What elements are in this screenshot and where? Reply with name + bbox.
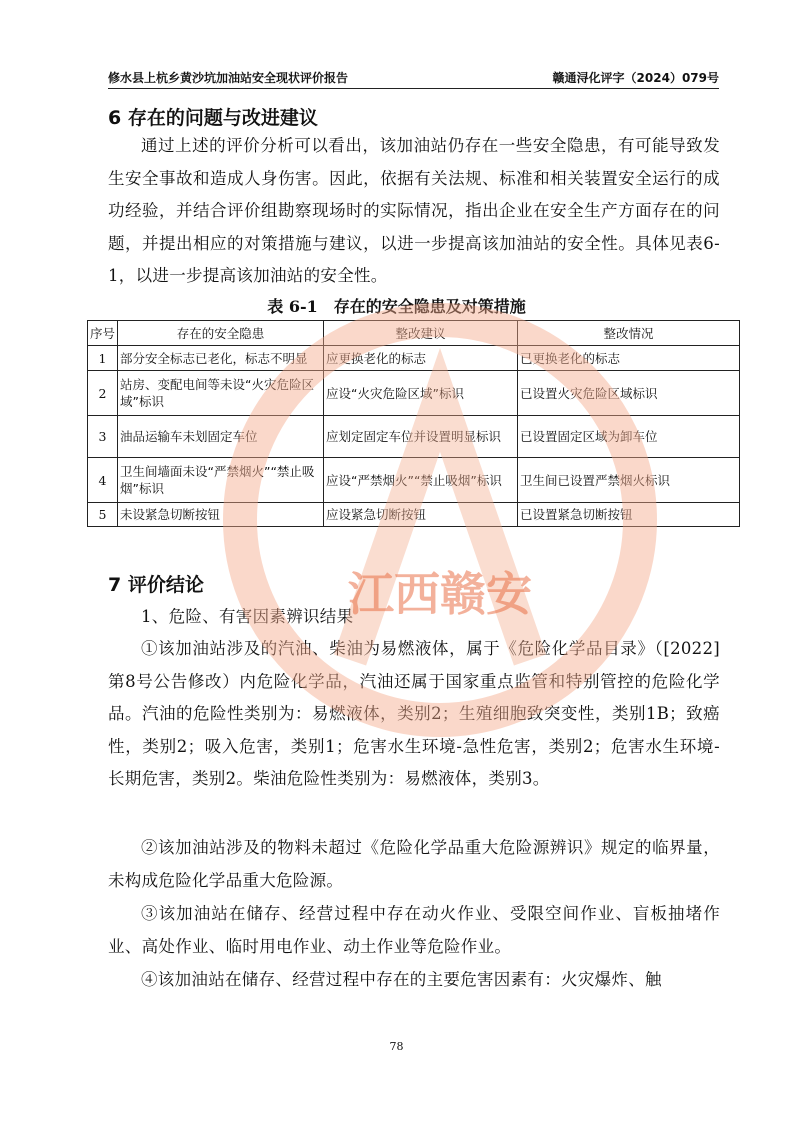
row-no: 4 bbox=[88, 458, 118, 503]
row-status: 卫生间已设置严禁烟火标识 bbox=[518, 458, 740, 503]
row-suggestion: 应设“严禁烟火”“禁止吸烟”标识 bbox=[324, 458, 518, 503]
section-7-subheading: 1、危险、有害因素辨识结果 bbox=[141, 607, 354, 626]
header-report-number: 赣通浔化评字（2024）079号 bbox=[552, 71, 719, 85]
row-status: 已设置火灾危险区域标识 bbox=[518, 371, 740, 416]
watermark-text: 江西赣安 bbox=[348, 567, 532, 621]
row-no: 2 bbox=[88, 371, 118, 416]
table-row bbox=[88, 416, 740, 458]
section-7-paragraph-2: ②该加油站涉及的物料未超过《危险化学品重大危险源辨识》规定的临界量，未构成危险化学品重大危险源。 bbox=[108, 838, 720, 890]
row-status: 已设置固定区域为卸车位 bbox=[518, 416, 740, 458]
section-7-paragraph-4: ④该加油站在储存、经营过程中存在的主要危害因素有：火灾爆炸、触 bbox=[141, 970, 662, 989]
row-no: 3 bbox=[88, 416, 118, 458]
row-suggestion: 应设紧急切断按钮 bbox=[324, 503, 518, 527]
table-caption: 表 6-1 存在的安全隐患及对策措施 bbox=[267, 297, 526, 316]
row-suggestion: 应划定固定车位并设置明显标识 bbox=[324, 416, 518, 458]
col-header-no: 序号 bbox=[88, 321, 118, 346]
row-hazard: 未设紧急切断按钮 bbox=[118, 503, 324, 527]
row-status: 已设置紧急切断按钮 bbox=[518, 503, 740, 527]
row-suggestion: 应设“火灾危险区域”标识 bbox=[324, 371, 518, 416]
row-hazard: 卫生间墙面未设“严禁烟火”“禁止吸烟”标识 bbox=[118, 458, 324, 503]
row-hazard: 油品运输车未划固定车位 bbox=[118, 416, 324, 458]
section-6-title: 6 存在的问题与改进建议 bbox=[108, 107, 318, 129]
table-row bbox=[88, 503, 740, 527]
table-row bbox=[88, 346, 740, 371]
col-header-suggestion: 整改建议 bbox=[324, 321, 518, 346]
col-header-hazard: 存在的安全隐患 bbox=[118, 321, 324, 346]
row-hazard: 部分安全标志已老化，标志不明显 bbox=[118, 346, 324, 371]
section-7-title: 7 评价结论 bbox=[108, 574, 204, 596]
section-7-paragraph-3: ③该加油站在储存、经营过程中存在动火作业、受限空间作业、盲板抽堵作业、高处作业、临时用电作业、动土作业等危险作业。 bbox=[108, 904, 720, 956]
row-no: 1 bbox=[88, 346, 118, 371]
page-header bbox=[108, 66, 719, 89]
row-no: 5 bbox=[88, 503, 118, 527]
header-report-title: 修水县上杭乡黄沙坑加油站安全现状评价报告 bbox=[108, 71, 349, 85]
table-row bbox=[88, 458, 740, 503]
table-row bbox=[88, 371, 740, 416]
table-header-row bbox=[88, 321, 740, 346]
row-hazard: 站房、变配电间等未设“火灾危险区域”标识 bbox=[118, 371, 324, 416]
col-header-status: 整改情况 bbox=[518, 321, 740, 346]
row-suggestion: 应更换老化的标志 bbox=[324, 346, 518, 371]
page-number: 78 bbox=[389, 1040, 404, 1053]
section-7-paragraph-1: ①该加油站涉及的汽油、柴油为易燃液体，属于《危险化学品目录》（[2022]第8号公告修改）内危险化学品，汽油还属于国家重点监管和特别管控的危险化学品。汽油的危险性类别为：易燃液体，类别2；生殖细胞致突变性，类别1B；致癌性，类别2；吸入危害，类别1；危害水生环境-急性危害，类别2；危害水生环境-长期危害，类别2。柴油危险性类别为：易燃液体，类别3。 bbox=[108, 639, 720, 788]
section-6-paragraph: 通过上述的评价分析可以看出，该加油站仍存在一些安全隐患，有可能导致发生安全事故和造成人身伤害。因此，依据有关法规、标准和相关装置安全运行的成功经验，并结合评价组勘察现场时的实际情况，指出企业在安全生产方面存在的问题，并提出相应的对策措施与建议，以进一步提高该加油站的安全性。具体见表6-1，以进一步提高该加油站的安全性。 bbox=[108, 136, 720, 285]
hazard-table bbox=[87, 320, 740, 527]
row-status: 已更换老化的标志 bbox=[518, 346, 740, 371]
